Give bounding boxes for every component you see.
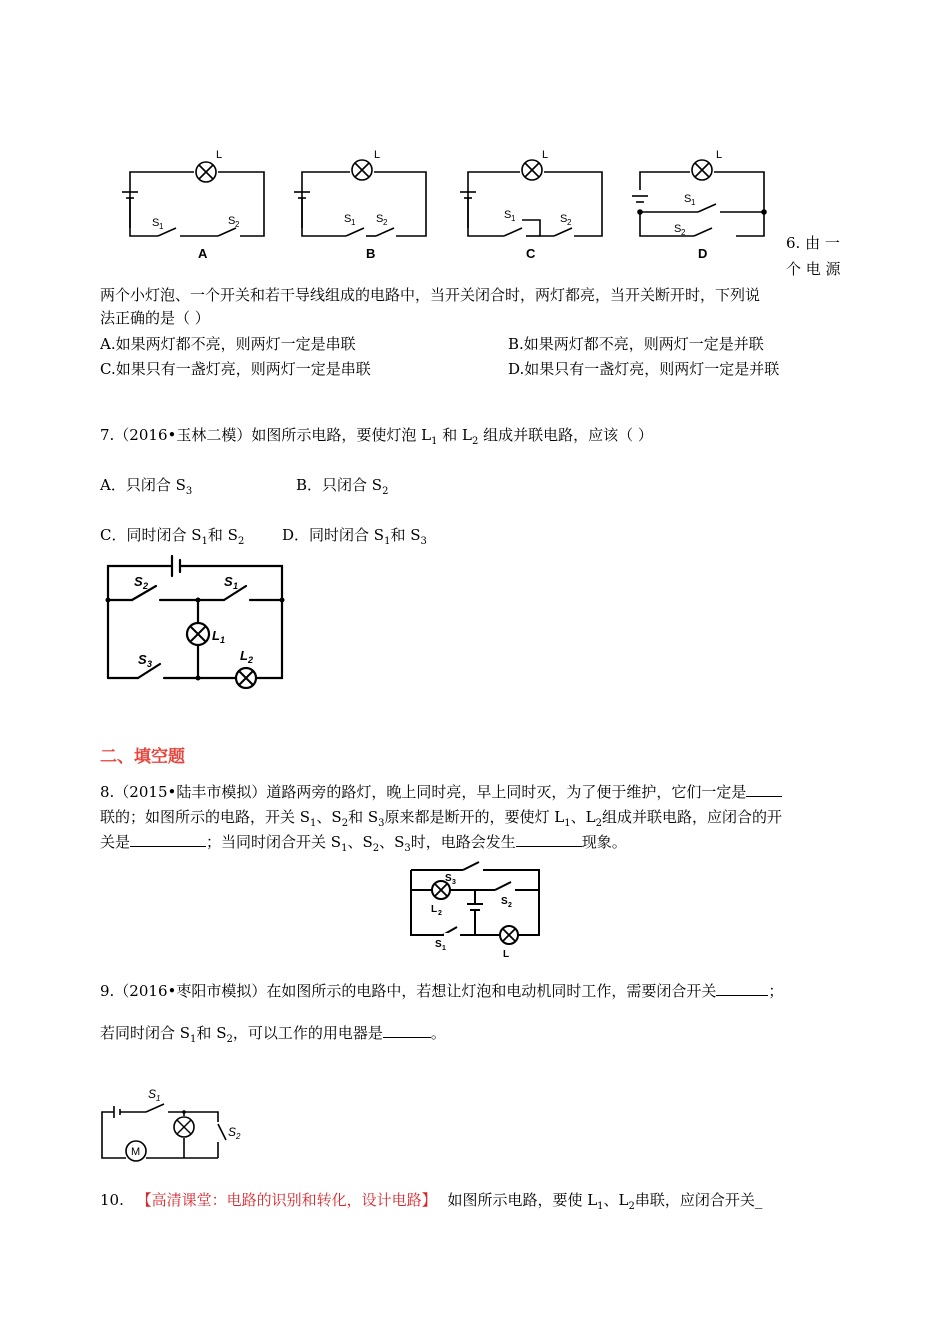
circuit-a xyxy=(122,162,264,236)
circuit-b xyxy=(294,160,426,236)
q8-s3-sub: 3 xyxy=(452,879,456,886)
q6-option-d-letter: D xyxy=(698,246,708,261)
q8-circuit-figure xyxy=(405,860,545,960)
q6-b-s1-label: S xyxy=(344,213,352,225)
circuit-c xyxy=(460,160,602,236)
q6-b-s2-sub: 2 xyxy=(383,218,388,227)
q7-l1-label: L xyxy=(212,628,220,643)
q6-d-lamp-label: L xyxy=(716,149,723,161)
q6-circuit-figure xyxy=(118,140,778,265)
q9-s2-label: S xyxy=(228,1125,237,1139)
q6-number-line-a: 6. 由 一 xyxy=(786,234,840,252)
q9-s1-sub: 1 xyxy=(156,1094,161,1103)
q6-lamp-label: L xyxy=(216,149,223,161)
q6-option-a-letter: A xyxy=(198,246,208,261)
q6-d-s1-label: S xyxy=(684,193,692,205)
q9-s1-label: S xyxy=(148,1087,157,1101)
q6-b-s1-sub: 1 xyxy=(351,218,356,227)
q6-option-c: C.如果只有一盏灯亮，则两灯一定是串联 xyxy=(100,360,371,378)
q8-l2-sub: 2 xyxy=(438,910,442,917)
circuit-d xyxy=(632,160,766,236)
q6-option-c-letter: C xyxy=(526,246,536,261)
q10-line: 10. 【高清课堂：电路的识别和转化，设计电路】 如图所示电路，要使 $L_1$、$L_2$串联，应闭合开关_ xyxy=(100,1191,763,1212)
q8-s1-sub: 1 xyxy=(442,945,446,952)
q7-l1-sub: 1 xyxy=(220,635,226,645)
q8-s2-sub: 2 xyxy=(508,902,512,909)
q6-option-b-letter: B xyxy=(366,246,376,261)
q6-b-lamp-label: L xyxy=(374,149,381,161)
q6-c-lamp-label: L xyxy=(542,149,549,161)
q7-s3-sub: 3 xyxy=(147,659,153,669)
q7-option-d: D．同时闭合 $S_1$和 $S_3$ xyxy=(282,526,427,547)
q6-a-s2-label: S xyxy=(228,215,236,227)
q7-option-c: C．同时闭合 $S_1$和 $S_2$ xyxy=(100,526,245,547)
q8-l1-label: L xyxy=(503,949,510,960)
q8-line-2: 联的；如图所示的电路，开关 $S_1$、$S_2$和 $S_3$原来都是断开的，要使灯 $L_1$、$L_2$组成并联电路，应闭合的开 xyxy=(100,808,782,829)
q6-a-s1-label: S xyxy=(152,217,160,229)
q9-motor-label: M xyxy=(131,1146,141,1158)
q7-circuit-figure xyxy=(100,548,290,688)
q7-s2-sub: 2 xyxy=(143,581,149,591)
q8-s3-label: S xyxy=(445,873,452,884)
q8-s2-label: S xyxy=(501,896,508,907)
q7-l2-sub: 2 xyxy=(248,655,254,665)
q6-option-b: B.如果两灯都不亮，则两灯一定是并联 xyxy=(508,335,764,353)
q6-c-s2-label: S xyxy=(560,213,568,225)
q7-l2-label: L xyxy=(240,648,248,663)
q7-s1-label: S xyxy=(224,574,233,589)
q6-stem-line-2: 法正确的是（ ） xyxy=(100,309,210,327)
q6-d-s1-sub: 1 xyxy=(691,198,696,207)
section-fill-in-title: 二、填空题 xyxy=(100,747,185,767)
q6-c-s1-sub: 1 xyxy=(511,214,516,223)
q6-c-s2-sub: 2 xyxy=(567,218,572,227)
q7-option-b: B．只闭合 $S_2$ xyxy=(296,476,389,497)
q6-stem-line-1: 两个小灯泡、一个开关和若干导线组成的电路中，当开关闭合时，两灯都亮，当开关断开时，下列说 xyxy=(100,286,761,304)
q8-line-1: 8.（2015•陆丰市模拟）道路两旁的路灯，晚上同时亮，早上同时灭，为了便于维护，它们一定是 xyxy=(100,781,782,802)
q8-line-3: 关是 ；当同时闭合开关 $S_1$、$S_2$、$S_3$时，电路会发生 现象。 xyxy=(100,833,627,854)
q6-a-s2-sub: 2 xyxy=(235,220,240,229)
q8-s1-label: S xyxy=(435,939,442,950)
q6-b-s2-label: S xyxy=(376,213,384,225)
q6-c-s1-label: S xyxy=(504,209,512,221)
q7-s2-label: S xyxy=(134,574,143,589)
q7-stem: 7.（2016•玉林二模）如图所示电路，要使灯泡 $L_1$ 和 $L_2$ 组成并联电路，应该（ ） xyxy=(100,426,653,447)
q6-d-s2-sub: 2 xyxy=(681,228,686,237)
q7-option-a: A．只闭合 $S_3$ xyxy=(100,476,193,497)
q6-a-s1-sub: 1 xyxy=(159,222,164,231)
q9-line-1: 9.（2016•枣阳市模拟）在如图所示的电路中，若想让灯泡和电动机同时工作，需要闭合开关 ； xyxy=(100,982,784,1000)
q9-circuit-figure xyxy=(96,1082,256,1158)
q7-s3-label: S xyxy=(138,652,147,667)
q9-line-2: 若同时闭合 $S_1$和 $S_2$，可以工作的用电器是 。 xyxy=(100,1024,446,1045)
q6-option-a: A.如果两灯都不亮，则两灯一定是串联 xyxy=(100,335,356,353)
q6-number-line-b: 个 电 源 xyxy=(786,260,841,278)
q10-tag: 【高清课堂：电路的识别和转化，设计电路】 xyxy=(136,1191,437,1209)
q8-l2-label: L xyxy=(431,904,438,915)
q6-d-s2-label: S xyxy=(674,223,682,235)
q7-s1-sub: 1 xyxy=(233,581,239,591)
q9-s2-sub: 2 xyxy=(236,1132,241,1141)
q6-option-d: D.如果只有一盏灯亮，则两灯一定是并联 xyxy=(508,360,780,378)
